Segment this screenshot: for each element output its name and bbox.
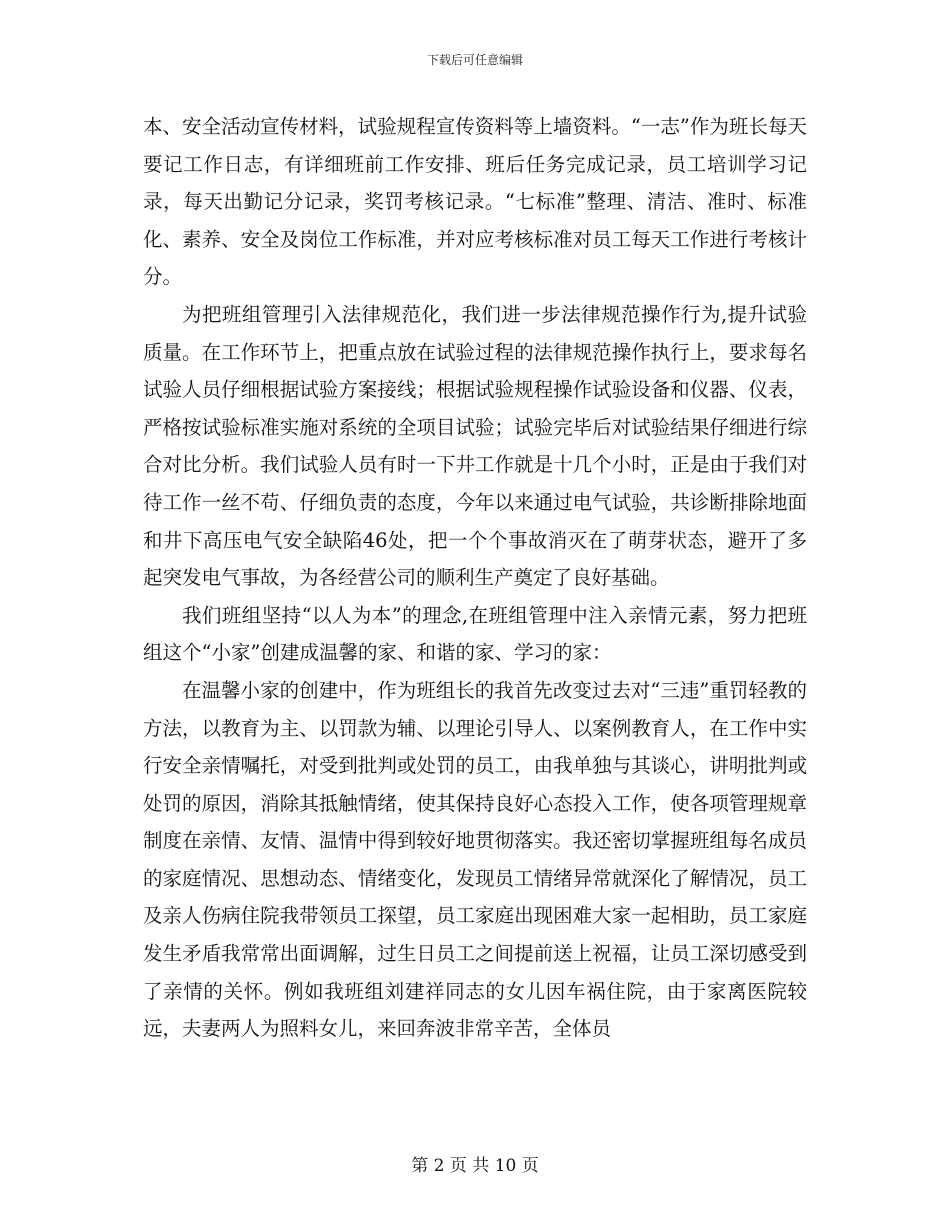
page-header: 下载后可任意编辑 [426,53,523,67]
paragraph-continuation: 本、安全活动宣传材料，试验规程宣传资料等上墙资料。“一志”作为班长每天要记工作日志，有详细班前工作安排、班后任务完成记录，员工培训学习记录，每天出勤记分记录，奖罚考核记录。“七标准”整理、清洁、准时、标准化、素养、安全及岗位工作标准，并对应考核标准对员工每天工作进行考核计分。 [143,115,807,289]
paragraph-people-oriented: 我们班组坚持“以人为本”的理念,在班组管理中注入亲情元素，努力把班组这个“小家”创建成温馨的家、和谐的家、学习的家： [143,603,807,665]
paragraph-legal-standardization: 为把班组管理引入法律规范化，我们进一步法律规范操作行为,提升试验质量。在工作环节上，把重点放在试验过程的法律规范操作执行上，要求每名试验人员仔细根据试验方案接线；根据试验规程操作试验设备和仪器、仪表，严格按试验标准实施对系统的全项目试验；试验完毕后对试验结果仔细进行综合对比分析。我们试验人员有时一下井工作就是十几个小时，正是由于我们对待工作一丝不苟、仔细负责的态度，今年以来通过电气试验，共诊断排除地面和井下高压电气安全缺陷46处，把一个个事故消灭在了萌芽状态，避开了多起突发电气事故，为各经营公司的顺利生产奠定了良好基础。 [143,302,807,590]
document-body [143,108,807,1048]
page-number: 第 2 页 共 10 页 [411,1156,539,1176]
paragraph-warm-home: 在温馨小家的创建中，作为班组长的我首先改变过去对“三违”重罚轻教的方法，以教育为主、以罚款为辅、以理论引导人、以案例教育人，在工作中实行安全亲情嘱托，对受到批判或处罚的员工，由我单独与其谈心，讲明批判或处罚的原因，消除其抵触情绪，使其保持良好心态投入工作，使各项管理规章制度在亲情、友情、温情中得到较好地贯彻落实。我还密切掌握班组每名成员的家庭情况、思想动态、情绪变化，发现员工情绪异常就深化了解情况，员工及亲人伤病住院我带领员工探望，员工家庭出现困难大家一起相助，员工家庭发生矛盾我常常出面调解，过生日员工之间提前送上祝福，让员工深切感受到了亲情的关怀。例如我班组刘建祥同志的女儿因车祸住院，由于家离医院较远，夫妻两人为照料女儿，来回奔波非常辛苦，全体员 [143,678,807,1041]
